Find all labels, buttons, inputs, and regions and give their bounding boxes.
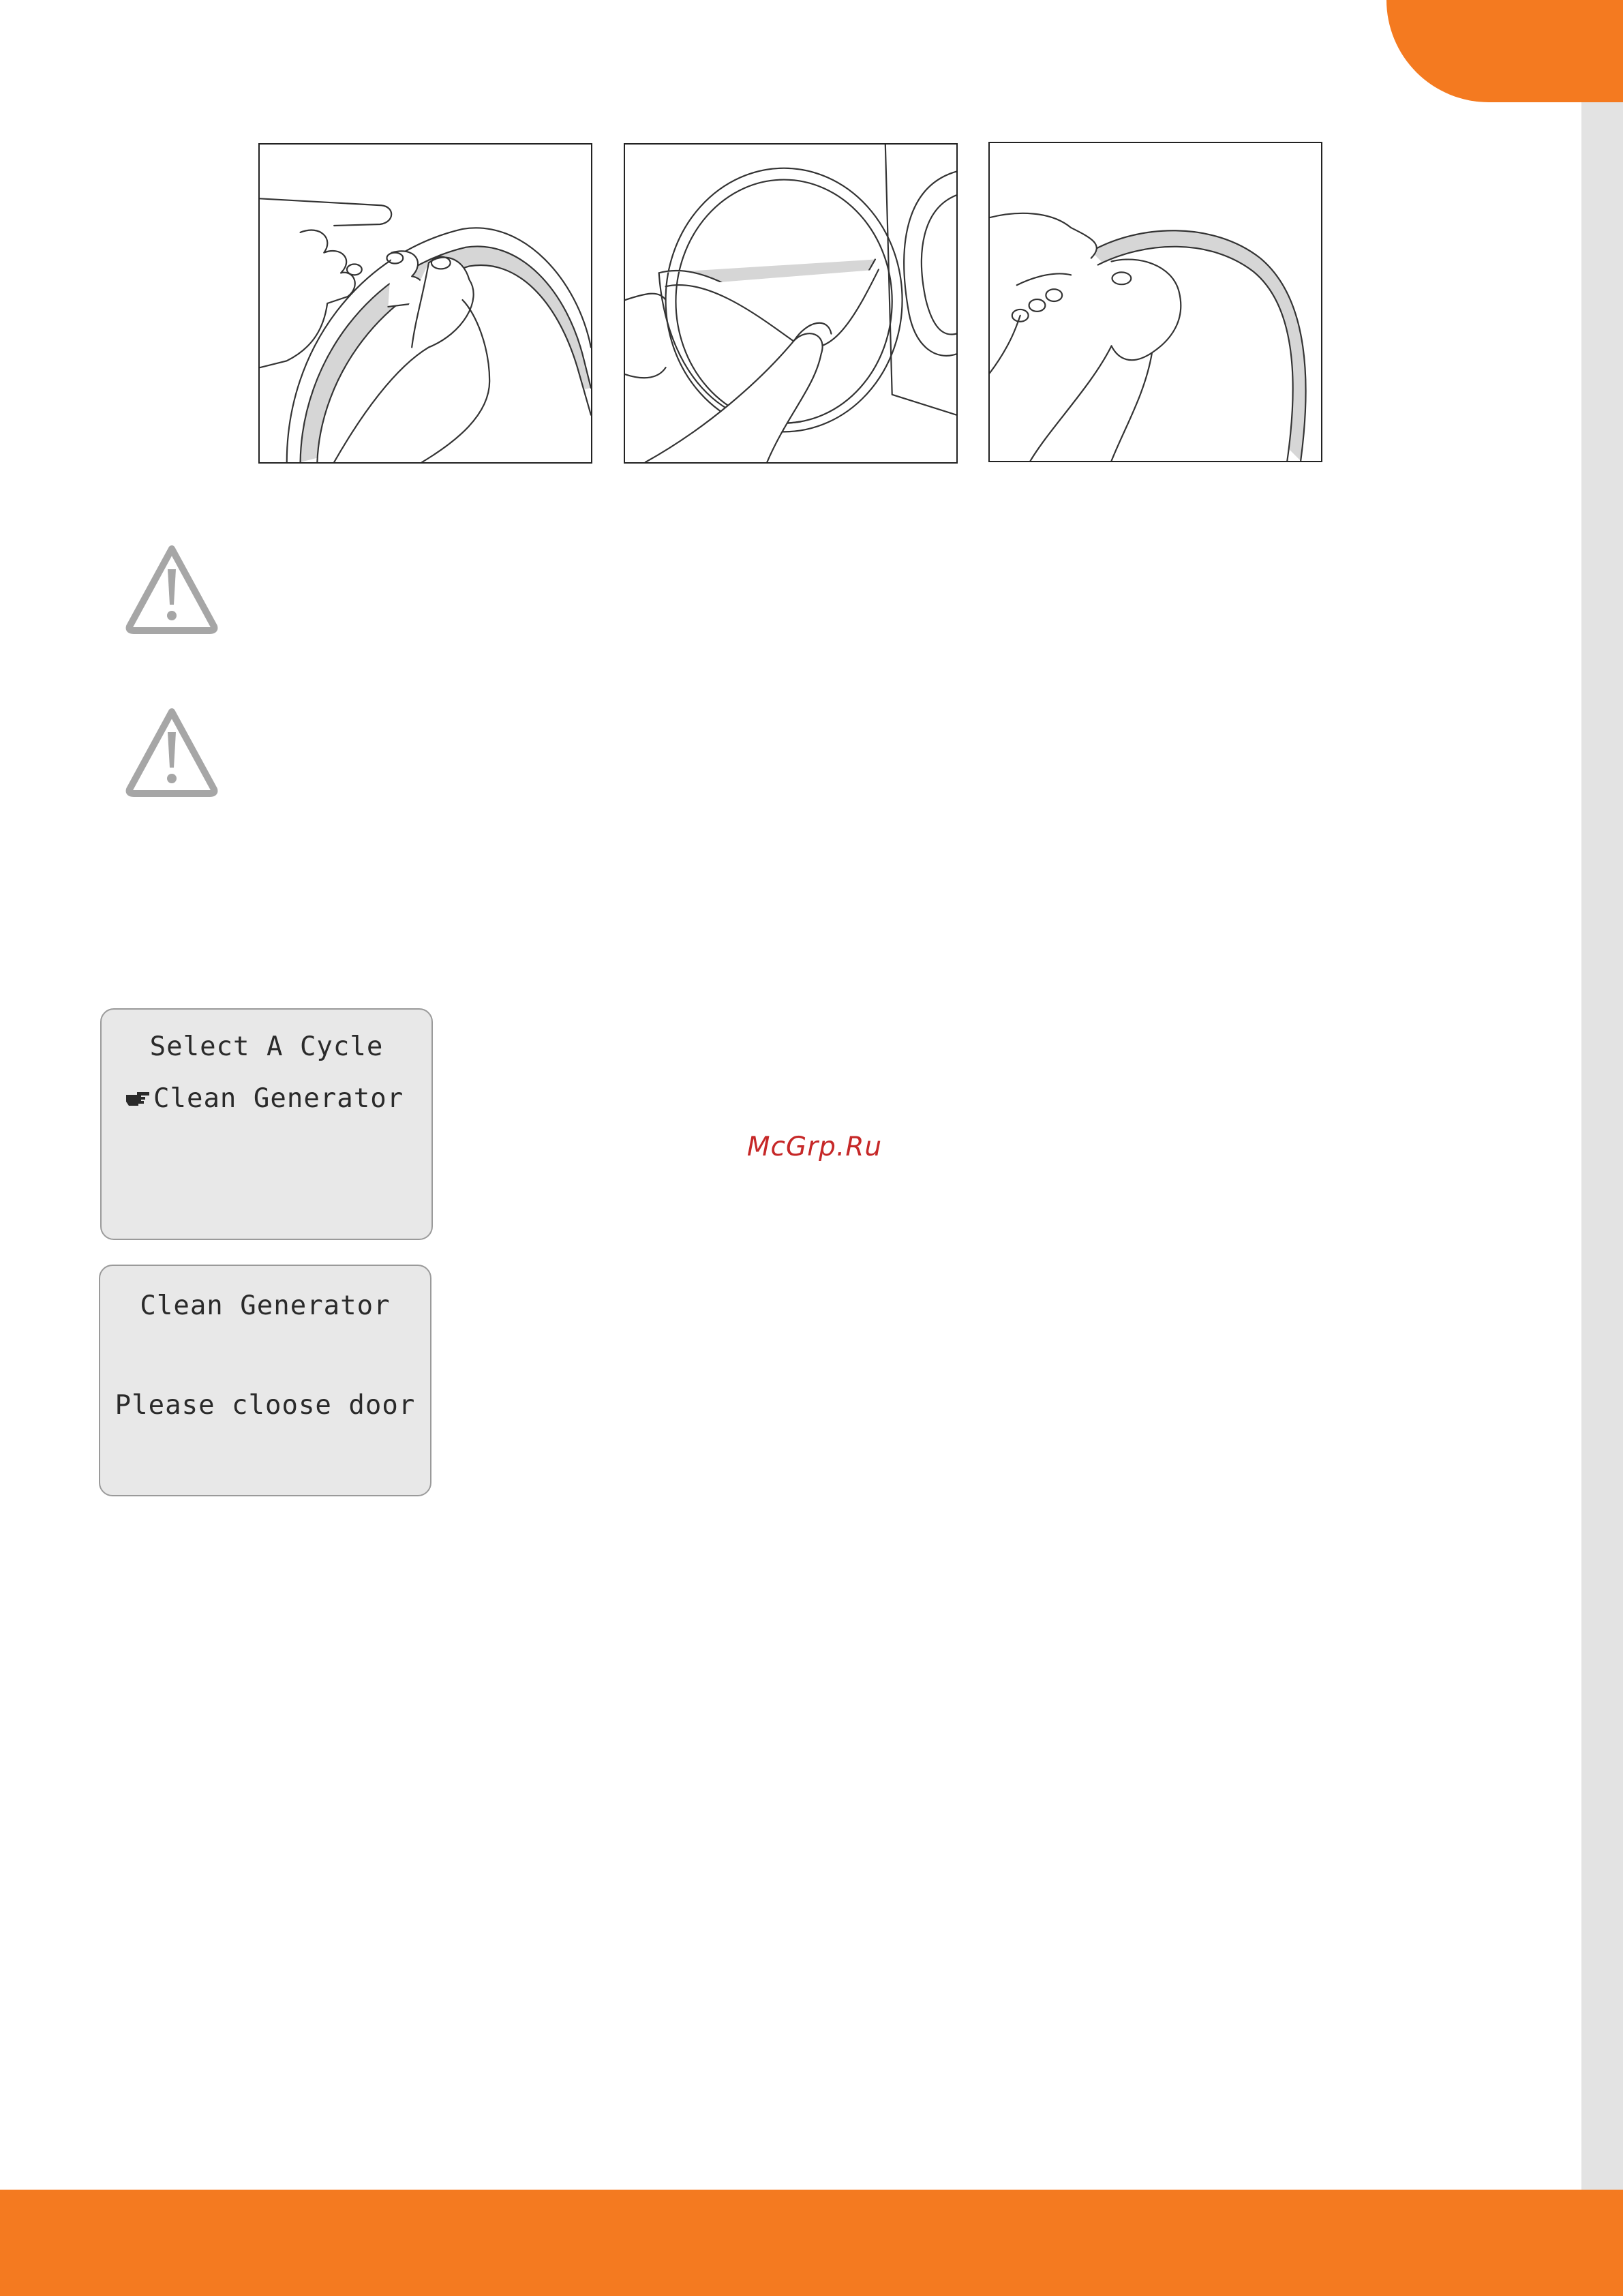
lcd-screen-select-cycle <box>100 1008 433 1240</box>
hands-pulling-seal-from-drum-icon <box>625 145 956 462</box>
hand-pointer-icon <box>125 1085 152 1105</box>
warning-triangle-icon <box>123 542 221 637</box>
corner-tab <box>1386 0 1623 102</box>
lcd-line-title: Clean Generator <box>140 1290 391 1321</box>
watermark: McGrp.Ru <box>746 1132 883 1162</box>
illustration-pull-seal <box>624 143 958 464</box>
lcd-item-label: Clean Generator <box>153 1083 404 1114</box>
warning-triangle-icon <box>123 705 221 800</box>
lcd-line-title: Select A Cycle <box>149 1031 384 1062</box>
illustration-remove-seal <box>258 143 592 464</box>
hands-removing-door-seal-icon <box>260 145 591 462</box>
lcd-screen-clean-generator <box>99 1265 431 1496</box>
illustration-fit-seal <box>988 142 1322 462</box>
hands-fitting-door-seal-icon <box>990 143 1321 461</box>
lcd-line-selected-item <box>125 1083 455 1114</box>
lcd-line-message: Please cloose door <box>115 1390 416 1421</box>
side-strip <box>1581 102 1623 2190</box>
footer-band <box>0 2190 1623 2296</box>
